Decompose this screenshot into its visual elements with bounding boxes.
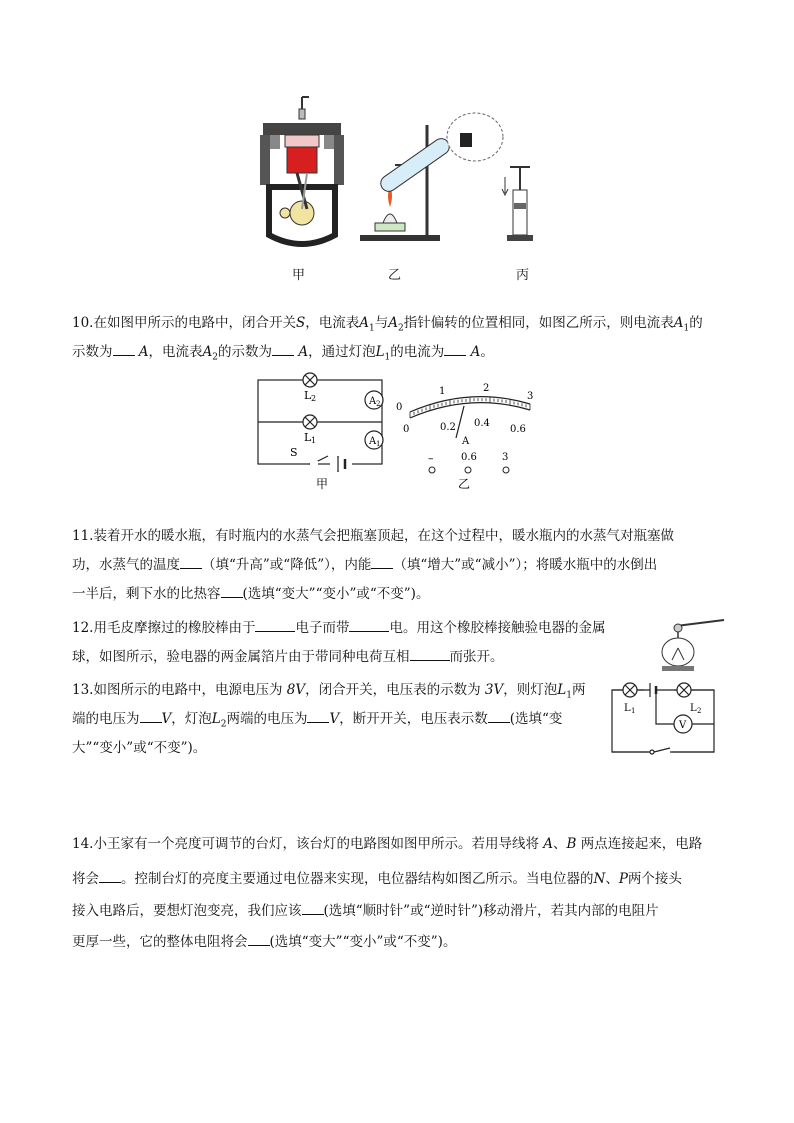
dial-top-tick-0: 0 [396, 402, 403, 413]
test-tube-illustration [360, 113, 503, 241]
figure-13-circuit [608, 678, 718, 758]
question-10-line-1: 10.在如图甲所示的电路中，闭合开关S，电流表$A_1$与$A_2$指针偏转的位置相同，如图乙所示，则电流表$A_1$的 [72, 315, 703, 334]
answer-blank[interactable] [272, 342, 294, 356]
answer-blank[interactable] [371, 555, 393, 569]
label-l2: L [304, 389, 312, 402]
question-14-line-1: 14.小王家有一个亮度可调节的台灯，该台灯的电路图如图甲所示。若用导线将 A、B 两点连接起来，电路 [72, 836, 703, 852]
dial-unit: A [462, 436, 470, 447]
answer-blank[interactable] [99, 869, 121, 883]
answer-blank[interactable] [180, 555, 202, 569]
answer-blank[interactable] [140, 709, 162, 723]
piston-syringe-illustration [502, 167, 533, 241]
ammeter-a2-label: A [369, 396, 377, 407]
question-11-line-3: 一半后，剩下水的比热容 (选填“变大”“变小”或“不变”)。 [72, 586, 430, 602]
question-13-line-3: 大”“变小”或“不变”)。 [72, 740, 207, 756]
voltmeter-label: V [679, 720, 687, 731]
electroscope-figure [648, 618, 728, 674]
terminal-negative: – [428, 452, 434, 465]
dial-bottom-tick-1: 0.2 [440, 422, 456, 433]
caption-yi: 乙 [388, 268, 402, 283]
question-14-line-2: 将会 。控制台灯的亮度主要通过电位器来实现，电位器结构如图乙所示。当电位器的N、P两个接头 [72, 871, 682, 887]
engine-illustration [260, 97, 344, 244]
ammeter-a2-sub: 2 [376, 400, 381, 408]
dial-top-tick-2: 2 [483, 383, 490, 394]
answer-blank[interactable] [255, 618, 295, 632]
answer-blank[interactable] [410, 647, 450, 661]
question-13-line-1: 13.如图所示的电路中，电源电压为 8V，闭合开关，电压表的示数为 3V，则灯泡$L_1$两 [72, 682, 586, 701]
ammeter-a1-label: A [369, 436, 377, 447]
answer-blank[interactable] [349, 618, 389, 632]
answer-blank[interactable] [221, 584, 243, 598]
caption-bing: 丙 [516, 268, 530, 283]
caption-jia: 甲 [292, 268, 306, 283]
label-l1-sub: 1 [311, 436, 317, 445]
answer-blank[interactable] [488, 709, 510, 723]
dial-top-tick-3: 3 [527, 391, 534, 402]
dial-top-tick-1: 1 [439, 386, 446, 397]
answer-blank[interactable] [444, 342, 466, 356]
question-11-line-1: 11.装着开水的暖水瓶，有时瓶内的水蒸气会把瓶塞顶起，在这个过程中，暖水瓶内的水蒸气对瓶塞做 [72, 528, 674, 544]
fig13-l2: L [690, 703, 697, 714]
answer-blank[interactable] [248, 932, 270, 946]
ammeter-a1-sub: 1 [376, 440, 381, 448]
label-l1: L [304, 431, 312, 444]
terminal-0-6: 0.6 [461, 452, 477, 463]
question-12-line-2: 球，如图所示，验电器的两金属箔片由于带同种电荷互相 而张开。 [72, 649, 504, 665]
dial-bottom-tick-3: 0.6 [510, 424, 526, 435]
meter-caption: 乙 [458, 477, 471, 491]
question-14-line-4: 更厚一些，它的整体电阻将会 (选填“变大”“变小”或“不变”)。 [72, 934, 457, 950]
dial-bottom-tick-2: 0.4 [474, 418, 490, 429]
parallel-circuit-diagram [258, 373, 383, 472]
question-11-line-2: 功，水蒸气的温度 （填“升高”或“降低”），内能 （填“增大”或“减小”）；将暖水瓶中的水倒出 [72, 557, 658, 573]
answer-blank[interactable] [113, 342, 135, 356]
fig13-l1: L [624, 703, 631, 714]
circuit-caption: 甲 [316, 477, 329, 491]
question-12-line-1: 12.用毛皮摩擦过的橡胶棒由于 电子而带 电。用这个橡胶棒接触验电器的金属 [72, 620, 606, 636]
question-10-line-2: 示数为 A，电流表$A_2$的示数为 A，通过灯泡$L_1$的电流为 A。 [72, 344, 494, 363]
figure-10 [250, 368, 550, 493]
question-13-line-2: 端的电压为 V，灯泡$L_2$两端的电压为 V，断开开关，电压表示数 (选填“变 [72, 711, 563, 730]
figure-top [255, 95, 555, 255]
terminal-3: 3 [502, 452, 509, 463]
answer-blank[interactable] [307, 709, 329, 723]
question-14-line-3: 接入电路后，要想灯泡变亮，我们应该 (选填“顺时针”或“逆时针”)移动滑片，若其内部的电阻片 [72, 903, 659, 919]
switch-label: S [290, 446, 298, 459]
answer-blank[interactable] [302, 901, 324, 915]
dial-bottom-tick-0: 0 [403, 424, 410, 435]
label-l2-sub: 2 [311, 394, 317, 403]
fig13-l2-sub: 2 [697, 707, 702, 715]
fig13-l1-sub: 1 [631, 707, 636, 715]
